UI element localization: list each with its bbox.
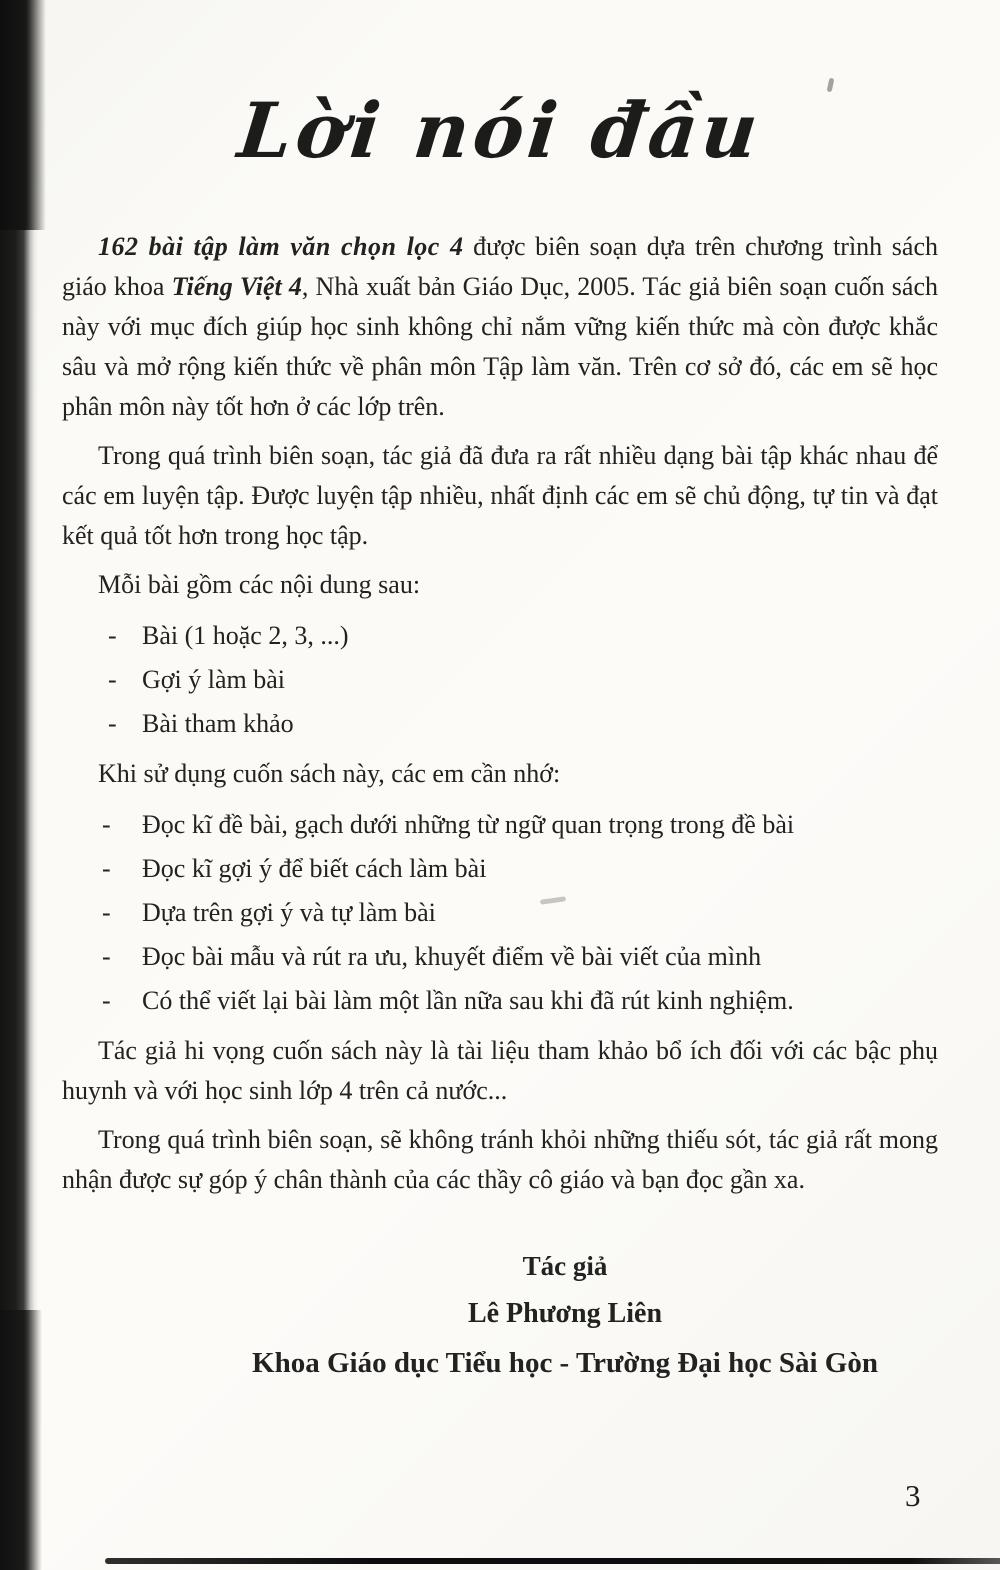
paragraph-apology: Trong quá trình biên soạn, sẽ không tránh khỏi những thiếu sót, tác giả rất mong nhận được sự góp ý chân thành của các thầy cô giáo và bạn đọc gần xa.: [62, 1125, 938, 1194]
list-item-text: Gợi ý làm bài: [142, 665, 285, 694]
dash-marker: -: [102, 854, 111, 883]
list-item: [62, 979, 938, 1023]
signature-block: [62, 1242, 938, 1388]
signature-author-name: Lê Phương Liên: [467, 1298, 663, 1329]
dash-marker: -: [102, 810, 111, 839]
list-item: [62, 935, 938, 979]
textbook-title: Tiếng Việt 4: [171, 272, 302, 301]
paragraph-usage-lead: Khi sử dụng cuốn sách này, các em cần nhớ:: [98, 759, 561, 788]
paragraph-practice: Trong quá trình biên soạn, tác giả đã đưa ra rất nhiều dạng bài tập khác nhau để các em luyện tập. Được luyện tập nhiều, nhất định các em sẽ chủ động, tự tin và đạt kết quả tốt hơn trong học tập.: [62, 441, 938, 550]
dash-marker: -: [108, 621, 117, 650]
list-item: [62, 847, 938, 891]
list-item: [62, 658, 938, 702]
page-number: 3: [905, 1478, 921, 1513]
signature-affiliation: Khoa Giáo dục Tiểu học - Trường Đại học Sài Gòn: [252, 1347, 878, 1379]
list-item-text: Đọc kĩ đề bài, gạch dưới những từ ngữ quan trọng trong đề bài: [142, 810, 795, 839]
lesson-contents-list: [62, 614, 938, 746]
list-item: [62, 891, 938, 935]
paragraph-contents-lead: Mỗi bài gồm các nội dung sau:: [98, 570, 421, 599]
paragraph-intro-text-b: , Nhà xuất bản Giáo Dục, 2005. Tác giả biên soạn cuốn sách này với mục đích giúp học sinh không chỉ nắm vững kiến thức mà còn được khắc sâu và mở rộng kiến thức về phân môn Tập làm văn. Trên cơ sở đó, các em sẽ học phân môn này tốt hơn ở các lớp trên.: [62, 272, 938, 421]
dash-marker: -: [102, 986, 111, 1015]
dash-marker: -: [108, 665, 117, 694]
dash-marker: -: [102, 942, 111, 971]
list-item-text: Dựa trên gợi ý và tự làm bài: [142, 898, 436, 927]
paragraph-intro-text-a: được biên soạn dựa trên chương trình sách giáo khoa: [62, 232, 939, 301]
dash-marker: -: [102, 898, 111, 927]
paragraph-hope: Tác giả hi vọng cuốn sách này là tài liệu tham khảo bổ ích đối với các bậc phụ huynh và với học sinh lớp 4 trên cả nước...: [62, 1036, 938, 1105]
list-item-text: Bài tham khảo: [142, 709, 294, 738]
list-item-text: Đọc kĩ gợi ý để biết cách làm bài: [142, 854, 487, 883]
book-series-title: 162 bài tập làm văn chọn lọc 4: [98, 232, 464, 261]
paragraph-intro: [62, 227, 938, 427]
list-item-text: Đọc bài mẫu và rút ra ưu, khuyết điểm về bài viết của mình: [142, 942, 762, 971]
list-item: [62, 614, 938, 658]
page-content: [62, 0, 938, 1388]
list-item-text: Bài (1 hoặc 2, 3, ...): [142, 621, 349, 650]
scan-shadow-left-top: [0, 0, 46, 230]
list-item-text: Có thể viết lại bài làm một lần nữa sau khi đã rút kinh nghiệm.: [142, 986, 794, 1015]
list-item: [62, 803, 938, 847]
scan-shadow-bottom-line: [105, 1558, 1000, 1564]
signature-role: Tác giả: [522, 1251, 608, 1281]
dash-marker: -: [108, 709, 117, 738]
page-title: Lời nói đầu: [234, 86, 766, 175]
usage-advice-list: [62, 803, 938, 1023]
scan-shadow-left-bottom: [0, 1310, 42, 1570]
list-item: [62, 702, 938, 746]
